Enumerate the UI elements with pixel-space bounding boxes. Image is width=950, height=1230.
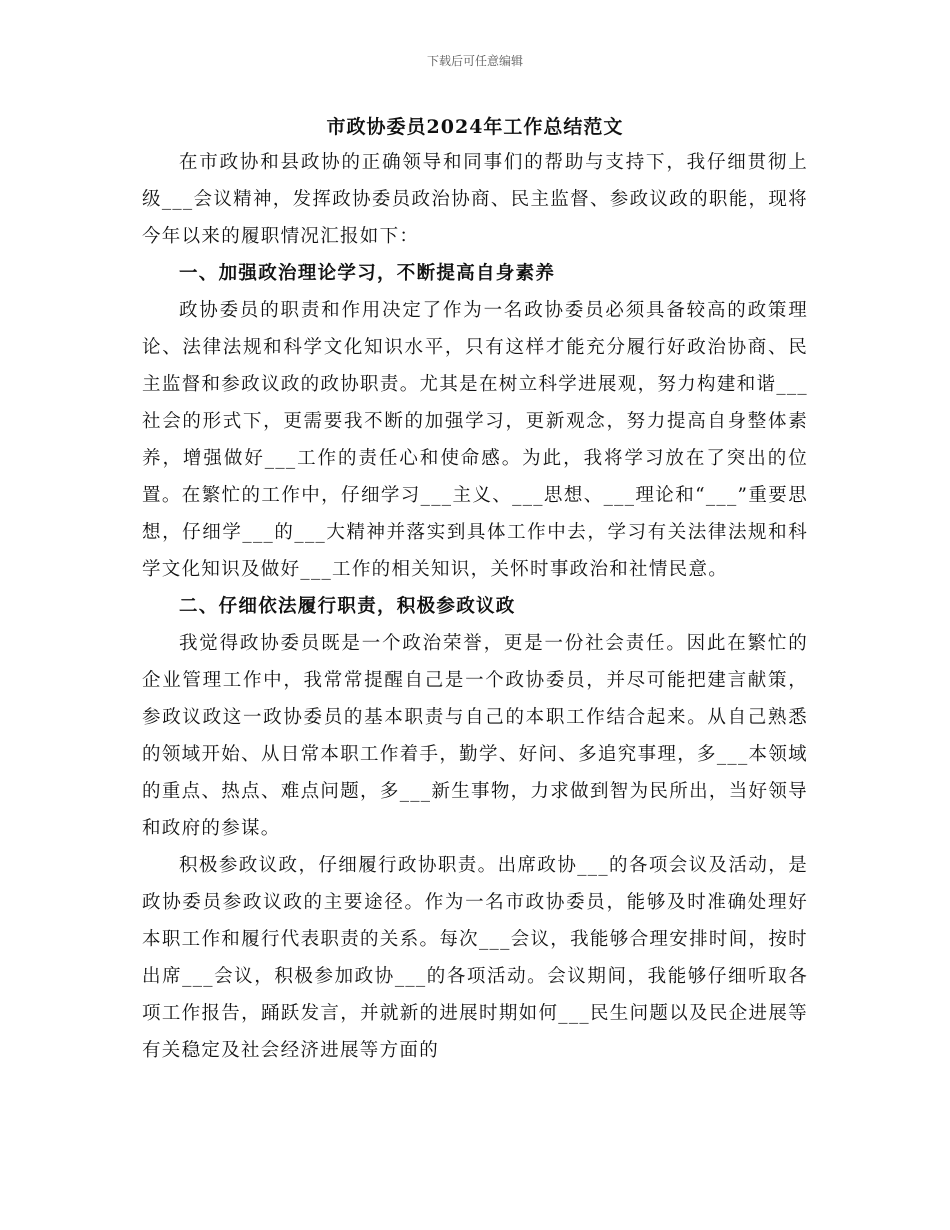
section-heading-1: 一、加强政治理论学习，不断提高自身素养 xyxy=(179,263,556,284)
document-body xyxy=(142,110,808,1069)
paragraph-participation: 积极参政议政，仔细履行政协职责。出席政协___的各项会议及活动，是政协委员参政议政的主要途径。作为一名市政协委员，能够及时准确处理好本职工作和履行代表职责的关系。每次___会议，我能够合理安排时间，按时出席___会议，积极参加政协___的各项活动。会议期间，我能够仔细听取各项工作报告，踊跃发言，并就新的进展时期如何___民生问题以及民企进展等有关稳定及社会经济进展等方面的 xyxy=(142,855,808,1061)
section-heading-2: 二、仔细依法履行职责，积极参政议政 xyxy=(179,596,516,617)
header-note: 下载后可任意编辑 xyxy=(426,54,523,68)
paragraph-intro: 在市政协和县政协的正确领导和同事们的帮助与支持下，我仔细贯彻上级___会议精神，发挥政协委员政治协商、民主监督、参政议政的职能，现将今年以来的履职情况汇报如下： xyxy=(142,152,808,247)
paragraph-duty: 我觉得政协委员既是一个政治荣誉，更是一份社会责任。因此在繁忙的企业管理工作中，我常常提醒自己是一个政协委员，并尽可能把建言献策，参政议政这一政协委员的基本职责与自己的本职工作结合起来。从自己熟悉的领域开始、从日常本职工作着手，勤学、好问、多追究事理，多___本领域的重点、热点、难点问题，多___新生事物，力求做到智为民所出，当好领导和政府的参谋。 xyxy=(142,633,808,839)
document-title: 市政协委员2024年工作总结范文 xyxy=(326,116,624,138)
paragraph-study: 政协委员的职责和作用决定了作为一名政协委员必须具备较高的政策理论、法律法规和科学文化知识水平，只有这样才能充分履行好政治协商、民主监督和参政议政的政协职责。尤其是在树立科学进展观，努力构建和谐___社会的形式下，更需要我不断的加强学习，更新观念，努力提高自身整体素养，增强做好___工作的责任心和使命感。为此，我将学习放在了突出的位置。在繁忙的工作中，仔细学习___主义、___思想、___理论和“___”重要思想，仔细学___的___大精神并落实到具体工作中去，学习有关法律法规和科学文化知识及做好___工作的相关知识，关怀时事政治和社情民意。 xyxy=(142,300,808,580)
